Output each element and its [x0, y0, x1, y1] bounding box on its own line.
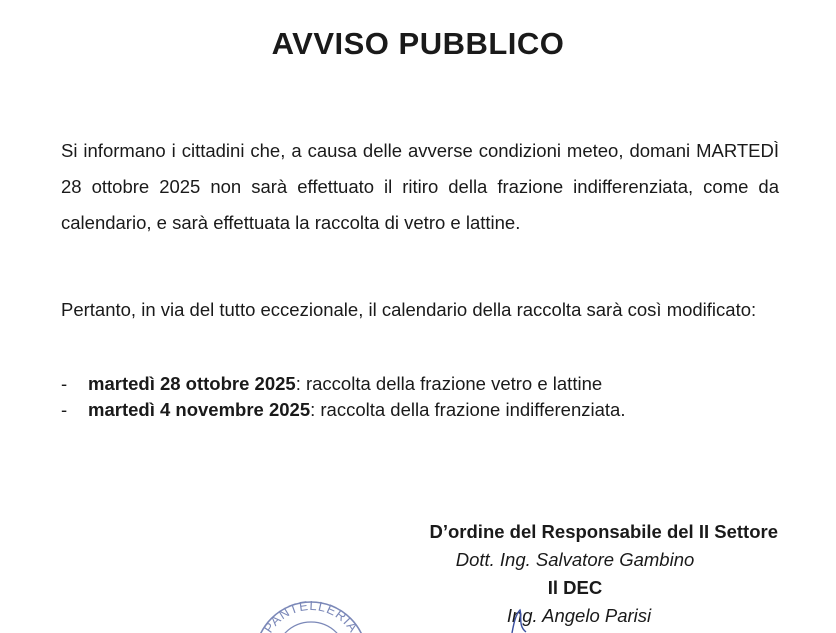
- list-bullet: -: [61, 399, 68, 420]
- svg-text:PANTELLERIA: PANTELLERIA: [260, 600, 362, 633]
- signature-scribble-icon: [500, 608, 540, 633]
- list-item-text: [88, 371, 602, 397]
- list-item-date: martedì 28 ottobre 2025: [88, 373, 296, 394]
- schedule-list: [61, 371, 779, 423]
- list-item-date: martedì 4 novembre 2025: [88, 399, 311, 420]
- list-item-description: : raccolta della frazione vetro e lattine: [295, 373, 603, 394]
- list-bullet: -: [61, 373, 68, 394]
- paragraph-announcement: Si informano i cittadini che, a causa delle avverse condizioni meteo, domani MARTEDÌ 28 ottobre 2025 non sarà effettuato il ritiro della frazione indifferenziata, come da calendario, e sarà effettuata la raccolta di vetro e lattine.: [61, 140, 779, 233]
- signature-role: Il DEC: [547, 577, 603, 598]
- official-stamp: [245, 600, 375, 633]
- list-item-description: : raccolta della frazione indifferenziata.: [310, 399, 626, 420]
- signature-block: [372, 518, 778, 630]
- stamp-seal-icon: [245, 600, 375, 633]
- signature-responsible-name: Dott. Ing. Salvatore Gambino: [455, 549, 695, 570]
- signature-authority: D’ordine del Responsabile del II Settore: [429, 521, 778, 542]
- notice-title: AVVISO PUBBLICO: [271, 26, 565, 61]
- paragraph-schedule-change: Pertanto, in via del tutto eccezionale, il calendario della raccolta sarà così modificato:: [61, 299, 757, 320]
- signature-name: Ing. Angelo Parisi: [506, 605, 652, 626]
- list-item: [61, 371, 779, 397]
- list-item: [61, 397, 779, 423]
- list-item-text: [88, 397, 625, 423]
